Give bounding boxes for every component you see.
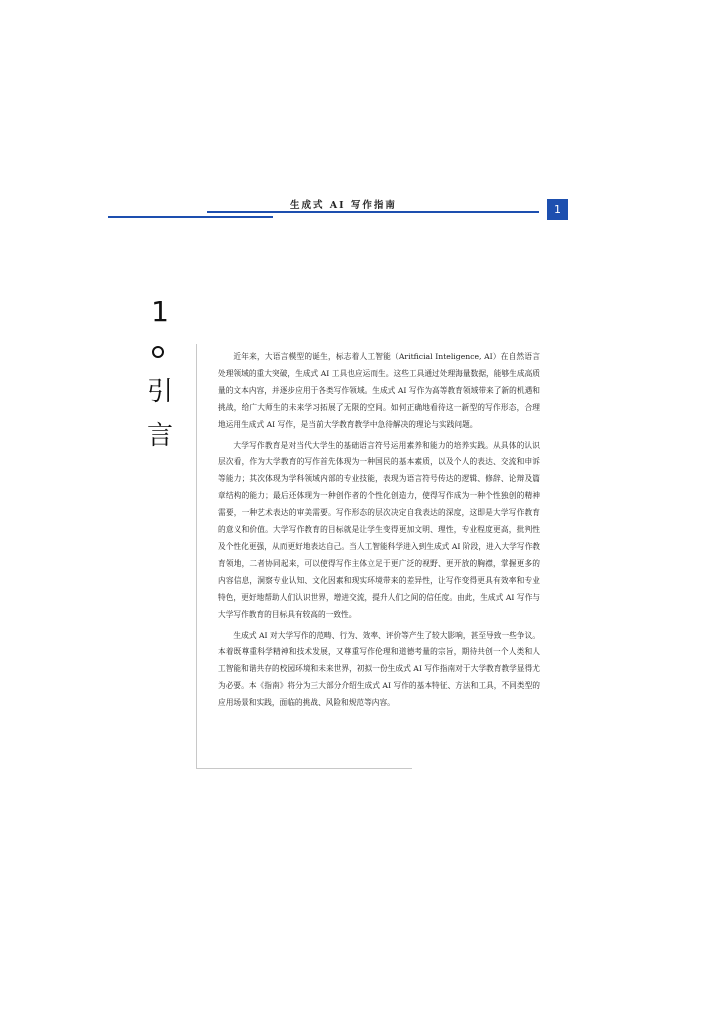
chapter-title-char: 言 bbox=[146, 421, 173, 451]
paragraph: 近年来，大语言模型的诞生，标志着人工智能（Aritficial Inteligence, AI）在自然语言处理领域的重大突破，生成式 AI 工具也应运而生。这些工具通过处理海量数据，能够生成高质量的文本内容，并逐步应用于各类写作领域。生成式 AI 写作为高等教育领域带来了新的机遇和挑战，给广大师生的未来学习拓展了无限的空间。如何正确地看待这一新型的写作形态，合理地运用生成式 AI 写作，是当前大学教育教学中急待解决的理论与实践问题。 bbox=[218, 352, 540, 429]
running-title: 生成式 AI 写作指南 bbox=[290, 200, 397, 211]
page-number-badge: 1 bbox=[547, 199, 568, 220]
chapter-number: 1 bbox=[151, 295, 169, 328]
bottom-rule bbox=[196, 768, 412, 769]
body-text bbox=[218, 349, 540, 716]
paragraph: 大学写作教育是对当代大学生的基础语言符号运用素养和能力的培养实践。从具体的认识层次看，作为大学教育的写作首先体现为一种国民的基本素质，以及个人的表达、交流和申诉等能力；其次体现为学科领域内部的专业技能，表现为语言符号传达的逻辑、修辞、论辩及篇章结构的能力；最后还体现为一种创作者的个性化创造力，使得写作成为一种个性独创的精神需要，一种艺术表达的审美需要。写作形态的层次决定自我表达的深度，这即是大学写作教育的意义和价值。大学写作教育的目标就是让学生变得更加文明、理性，专业程度更高，批判性及个性化更强，从而更好地表达自己。当人工智能科学进入到生成式 AI 阶段，进入大学写作教育领地，二者协同起来，可以使得写作主体立足于更广泛的视野、更开放的胸襟，掌握更多的内容信息，洞察专业认知、文化因素和现实环境带来的差异性，让写作变得更具有效率和专业特色，更好地帮助人们认识世界，增进交流，提升人们之间的信任度。由此，生成式 AI 写作与大学写作教育的目标具有较高的一致性。 bbox=[218, 440, 540, 619]
margin-rule bbox=[196, 344, 197, 769]
header-rule bbox=[207, 211, 539, 213]
chapter-title bbox=[145, 370, 175, 458]
chapter-title-char: 引 bbox=[146, 377, 173, 407]
running-header bbox=[0, 0, 724, 230]
header-rule-left bbox=[108, 216, 273, 218]
paragraph: 生成式 AI 对大学写作的范畴、行为、效率、评价等产生了较大影响，甚至导致一些争议。本着既尊重科学精神和技术发展，又尊重写作伦理和道德考量的宗旨，期待共创一个人类和人工智能和谐共存的校园环境和未来世界，初拟一份生成式 AI 写作指南对于大学教育教学显得尤为必要。本《指南》将分为三大部分介绍生成式 AI 写作的基本特征、方法和工具，不同类型的应用场景和实践，面临的挑战、风险和规范等内容。 bbox=[218, 630, 540, 708]
chapter-dot bbox=[152, 346, 164, 358]
